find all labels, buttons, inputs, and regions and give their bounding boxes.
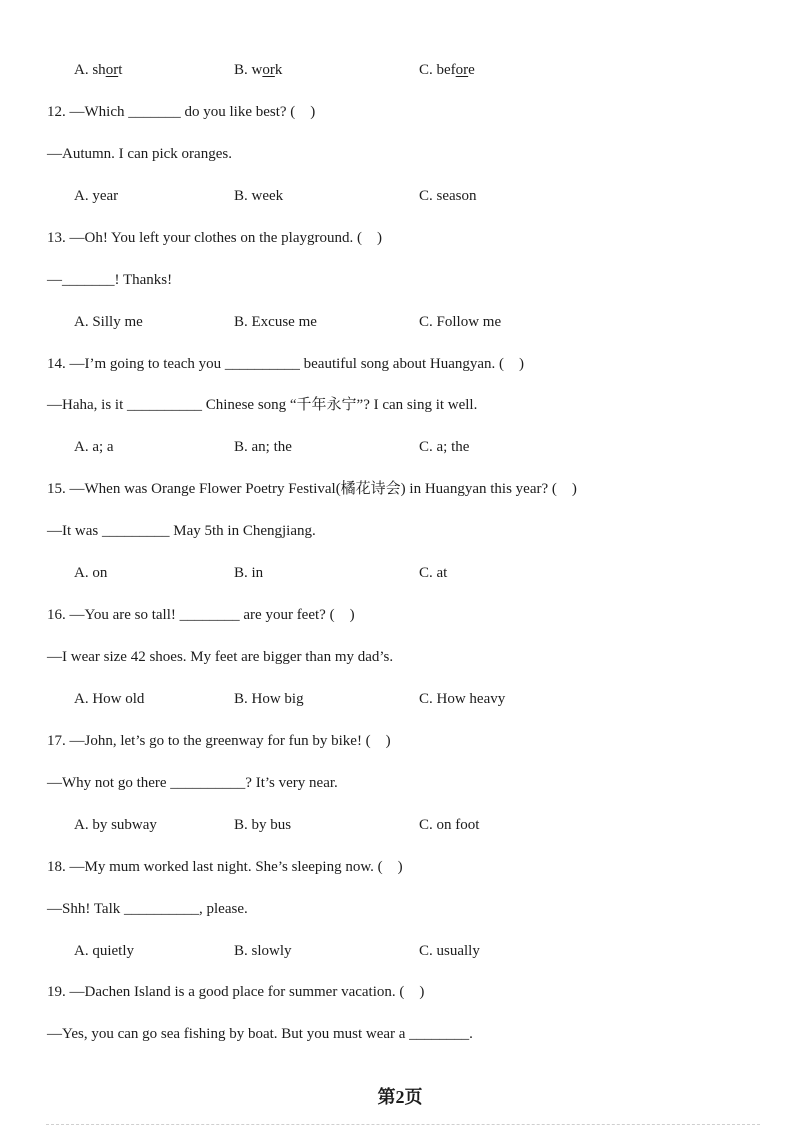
option-letter: A. (74, 565, 89, 581)
option-letter: C. (419, 565, 433, 581)
question-line: —I wear size 42 shoes. My feet are bigger than my dad’s. (47, 649, 394, 665)
option-a (74, 816, 157, 834)
option-text: by bus (251, 817, 292, 833)
question-line: —_______! Thanks! (47, 272, 173, 288)
question-line: —Yes, you can go sea fishing by boat. But you must wear a ________. (47, 1026, 473, 1042)
option-letter: B. (234, 439, 248, 455)
option-text: Silly me (92, 314, 143, 330)
option-c (419, 564, 447, 582)
option-text: on foot (436, 817, 480, 833)
option-a (74, 942, 134, 960)
option-text: by subway (92, 817, 157, 833)
option-text: on (92, 565, 108, 581)
option-text-tail: k (274, 62, 283, 78)
option-c (419, 187, 477, 205)
option-text: week (251, 188, 284, 204)
question-line: —Shh! Talk __________, please. (47, 901, 248, 917)
option-b (234, 438, 292, 456)
option-letter: A. (74, 691, 89, 707)
option-text: an; the (251, 439, 292, 455)
option-b (234, 313, 317, 331)
option-letter: A. (74, 188, 89, 204)
question-line: 14. —I’m going to teach you __________ beautiful song about Huangyan. ( ) (47, 356, 524, 372)
question-line: —Why not go there __________? It’s very near. (47, 775, 338, 791)
page-edge-divider (46, 1124, 760, 1126)
option-letter: B. (234, 943, 248, 959)
option-text: w (251, 62, 263, 78)
question-line: 15. —When was Orange Flower Poetry Festival(橘花诗会) in Huangyan this year? ( ) (47, 481, 577, 497)
option-c (419, 438, 469, 456)
option-text: year (92, 188, 119, 204)
question-line: 18. —My mum worked last night. She’s sleeping now. ( ) (47, 859, 403, 875)
option-letter: A. (74, 943, 89, 959)
option-text: slowly (251, 943, 292, 959)
option-letter: C. (419, 691, 433, 707)
option-b (234, 564, 263, 582)
option-text: usually (436, 943, 480, 959)
option-text: sh (92, 62, 106, 78)
option-letter: A. (74, 62, 89, 78)
option-letter: C. (419, 314, 433, 330)
option-text: at (436, 565, 448, 581)
option-text: in (251, 565, 264, 581)
option-letter: C. (419, 188, 433, 204)
option-text: bef (436, 62, 456, 78)
option-text: Follow me (436, 314, 502, 330)
option-letter: B. (234, 314, 248, 330)
question-line: 12. —Which _______ do you like best? ( ) (47, 104, 316, 120)
option-c (419, 816, 479, 834)
option-b (234, 942, 292, 960)
option-text-tail: e (468, 62, 475, 78)
option-text: a; a (92, 439, 114, 455)
option-text: Excuse me (251, 314, 317, 330)
underlined-letters: or (262, 62, 275, 78)
option-c (419, 313, 501, 331)
option-letter: B. (234, 817, 248, 833)
option-a (74, 61, 122, 79)
option-a (74, 187, 118, 205)
question-line: 13. —Oh! You left your clothes on the playground. ( ) (47, 230, 382, 246)
option-b (234, 61, 282, 79)
option-b (234, 690, 304, 708)
question-line: 17. —John, let’s go to the greenway for fun by bike! ( ) (47, 733, 391, 749)
option-b (234, 187, 283, 205)
question-line: —Autumn. I can pick oranges. (47, 146, 232, 162)
option-a (74, 313, 143, 331)
underlined-letters: or (455, 62, 469, 78)
page-number: 第2页 (377, 1087, 423, 1107)
option-letter: C. (419, 62, 433, 78)
option-text: How old (92, 691, 145, 707)
option-letter: B. (234, 188, 248, 204)
option-c (419, 942, 480, 960)
option-a (74, 564, 107, 582)
question-line: —Haha, is it __________ Chinese song “千年永宁”? I can sing it well. (47, 397, 478, 413)
option-letter: A. (74, 314, 89, 330)
option-letter: A. (74, 439, 89, 455)
question-line: —It was _________ May 5th in Chengjiang. (47, 523, 316, 539)
option-a (74, 690, 144, 708)
option-text: How big (251, 691, 304, 707)
question-line: 19. —Dachen Island is a good place for summer vacation. ( ) (47, 984, 425, 1000)
option-text: quietly (92, 943, 135, 959)
option-letter: B. (234, 565, 248, 581)
option-b (234, 816, 291, 834)
underlined-letters: or (105, 62, 119, 78)
option-text: a; the (436, 439, 470, 455)
option-letter: B. (234, 62, 248, 78)
option-a (74, 438, 114, 456)
question-line: 16. —You are so tall! ________ are your feet? ( ) (47, 607, 355, 623)
option-text: How heavy (436, 691, 506, 707)
option-letter: B. (234, 691, 248, 707)
option-text: season (436, 188, 477, 204)
option-letter: C. (419, 817, 433, 833)
option-c (419, 61, 475, 79)
option-letter: C. (419, 439, 433, 455)
option-letter: C. (419, 943, 433, 959)
option-c (419, 690, 505, 708)
option-text-tail: t (118, 62, 123, 78)
option-letter: A. (74, 817, 89, 833)
